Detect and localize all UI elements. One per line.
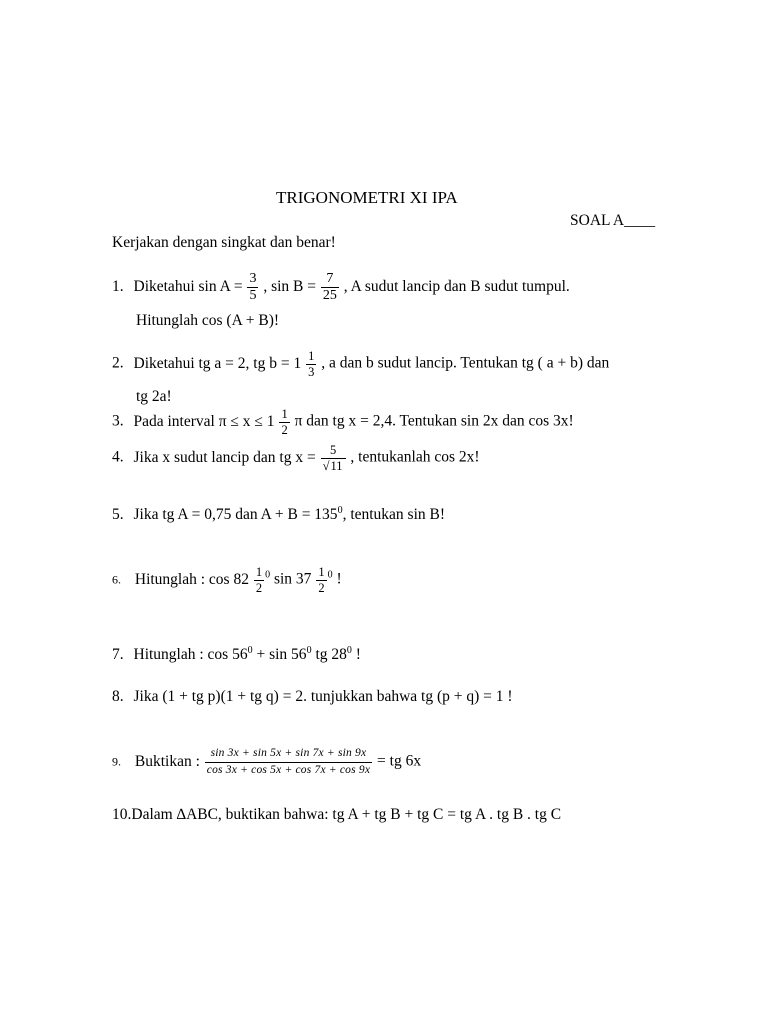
question-text: , A sudut lancip dan B sudut tumpul. <box>343 278 570 296</box>
fraction: $\frac{\sin 3x + \sin 5x + \sin 7x + \sin 9x}{\cos 3x + \cos 5x + \cos 7x + \cos 9x}$ <box>206 747 371 776</box>
question-6 <box>112 566 342 594</box>
question-7 <box>112 646 361 664</box>
question-text: ABC, buktikan bahwa: tg A + tg B + tg C = tg A . tg B . tg C <box>186 806 562 823</box>
question-number: 2. <box>112 354 124 372</box>
fraction: $\frac{1}{2}$ <box>255 565 263 595</box>
question-text: Dalam <box>131 806 177 823</box>
fraction: $\frac{1}{3}$ <box>308 349 315 379</box>
fraction: $\frac{1}{2}$ <box>318 565 325 595</box>
question-text: = tg 6x <box>377 752 422 770</box>
question-text: Buktikan : <box>134 752 204 770</box>
question-number: 1. <box>112 278 124 296</box>
question-text: Pada interval π ≤ x ≤ 1 <box>133 412 275 430</box>
fraction: $\frac{3}{5}$ <box>249 271 257 303</box>
fraction: $\frac{5}{√11}$ <box>321 444 346 472</box>
question-text: ! <box>336 570 342 588</box>
degree-sup: 0 <box>306 645 312 656</box>
question-text: , tentukanlah cos 2x! <box>350 448 480 466</box>
question-text: Jika tg A = 0,75 dan A + B = 135 <box>133 506 338 523</box>
question-5 <box>112 506 445 524</box>
degree-sup: 0 <box>337 505 343 516</box>
question-number: 7. <box>112 646 124 663</box>
degree-sup: 0 <box>265 569 271 581</box>
question-text: , a dan b sudut lancip. Tentukan tg ( a + b) dan <box>321 354 610 372</box>
page-title: TRIGONOMETRI XI IPA <box>276 188 458 207</box>
question-2 <box>112 350 609 378</box>
soal-code: SOAL A____ <box>570 212 656 229</box>
question-number: 10. <box>112 806 132 823</box>
question-text: Diketahui sin A = <box>133 278 247 296</box>
question-number: 8. <box>112 688 124 705</box>
question-text: , tentukan sin B! <box>342 506 446 523</box>
triangle-icon: ∆ <box>176 806 187 823</box>
question-1-line2: Hitunglah cos (A + B)! <box>136 312 280 329</box>
question-8 <box>112 688 513 706</box>
question-number: 9. <box>112 754 121 769</box>
question-number: 4. <box>112 448 124 466</box>
degree-sup: 0 <box>327 569 333 581</box>
question-text: Jika (1 + tg p)(1 + tg q) = 2. tunjukkan bahwa tg (p + q) = 1 ! <box>133 688 513 705</box>
question-4 <box>112 444 480 472</box>
question-3 <box>112 408 574 436</box>
question-text: ! <box>351 646 361 663</box>
instruction: Kerjakan dengan singkat dan benar! <box>112 234 336 251</box>
fraction: $\frac{7}{25}$ <box>322 271 337 303</box>
question-text: sin 37 <box>273 570 312 588</box>
question-2-line2: tg 2a! <box>136 388 172 405</box>
question-text: Jika x sudut lancip dan tg x = <box>133 448 320 466</box>
degree-sup: 0 <box>346 645 352 656</box>
degree-sup: 0 <box>247 645 253 656</box>
question-text: , sin B = <box>263 278 320 296</box>
question-number: 6. <box>112 572 121 587</box>
question-text: + sin 56 <box>252 646 307 663</box>
question-text: π dan tg x = 2,4. Tentukan sin 2x dan cos 3x! <box>294 412 574 430</box>
question-number: 5. <box>112 506 124 523</box>
question-text: Hitunglah : cos 56 <box>133 646 248 663</box>
sqrt-symbol: √11 <box>322 458 343 473</box>
question-text: Hitunglah : cos 82 <box>134 570 249 588</box>
question-10 <box>112 806 561 824</box>
question-9 <box>112 748 421 776</box>
fraction: $\frac{1}{2}$ <box>281 407 288 437</box>
question-1 <box>112 272 570 303</box>
question-text: Diketahui tg a = 2, tg b = 1 <box>133 354 302 372</box>
question-text: tg 28 <box>311 646 347 663</box>
question-number: 3. <box>112 412 124 430</box>
